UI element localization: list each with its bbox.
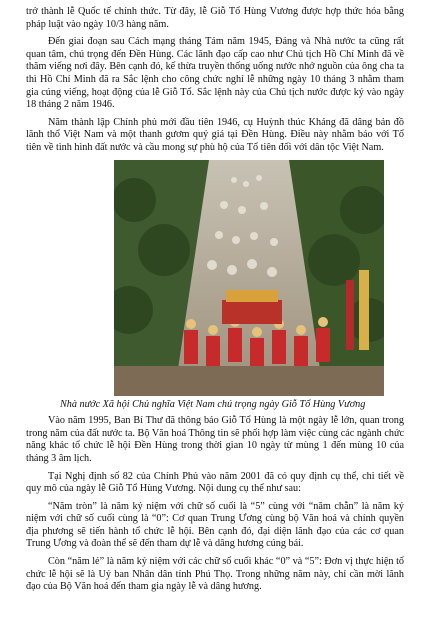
paragraph-2: Đến giai đoạn sau Cách mạng tháng Tám năm 1945, Đảng và Nhà nước ta cũng rất quan tâm, chú trọng đến Đền Hùng. Các lãnh đạo cấp cao như Chủ tịch Hồ Chí Minh đã về thăm viếng nơi đây. Bên cạnh đó, kế thừa truyền thống uống nước nhớ nguồn của ông cha ta thì Hồ Chí Minh đã ra Sắc lệnh cho công chức nghỉ lễ những ngày 10 tháng 3 nhằm tham gia cúng viếng, hoạt động của lễ Giỗ Tổ. Sắc lệnh này của Chủ tịch nước được ký vào ngày 18 tháng 2 năm 1946. bbox=[26, 36, 404, 111]
festival-photo bbox=[114, 160, 384, 396]
figure-caption: Nhà nước Xã hội Chủ nghĩa Việt Nam chú trọng ngày Giỗ Tổ Hùng Vương bbox=[60, 398, 366, 410]
paragraph-1: trở thành lễ Quốc tế chính thức. Từ đây, lễ Giỗ Tổ Hùng Vương được hợp thức hóa bằng pháp luật vào ngày 10/3 hàng năm. bbox=[26, 6, 404, 30]
paragraph-3: Năm thành lập Chính phủ mới đầu tiên 1946, cụ Huỳnh thúc Kháng đã dâng bản đồ lãnh thổ Việt Nam và một thanh gươm quý giá tại Đền Hùng. Điều này nhằm báo với Tổ tiên về tình hình đất nước và cầu mong sự phù hộ của Tổ tiên đối với dân tộc Việt Nam. bbox=[26, 116, 404, 153]
procession-image bbox=[114, 160, 384, 396]
paragraph-4: Vào năm 1995, Ban Bí Thư đã thông báo Giỗ Tổ Hùng là một ngày lễ lớn, quan trong trong năm của đất nước ta. Bộ Văn hoá Thông tin sẽ phối hợp làm việc cùng các ngành chức năng khác tổ chức lễ hội Đền Hùng trong thời gian 10 ngày từ mùng 1 đến mùng 10 của tháng 3 âm lịch. bbox=[26, 415, 404, 464]
paragraph-7: Còn “năm lẻ” là năm kỷ niệm với các chữ số cuối khác “0” và “5”: Đơn vị thực hiện tổ chức lễ hội sẽ là Uỷ ban Nhân dân tỉnh Phú Thọ. Trong những năm này, chỉ cần mời lãnh đạo của Bộ Văn hoá đến tham gia ngày lễ và dâng hương. bbox=[26, 556, 404, 593]
paragraph-5: Tại Nghị định số 82 của Chính Phủ vào năm 2001 đã có quy định cụ thể, chi tiết về quy mô của ngày lễ Giỗ Tổ Hùng Vương. Nội dung cụ thể như sau: bbox=[26, 470, 404, 495]
paragraph-6: “Năm tròn” là năm kỷ niệm với chữ số cuối là “5” cùng với “năm chẵn” là năm kỷ niệm với chữ số cuối cùng là “0”: Cơ quan Trung Ương cùng bộ Văn hoá và chính quyền địa phương sẽ tiến hành tổ chức lễ hội. Bên cạnh đó, đại diện lãnh đạo của các cơ quan Trung Ương và đoàn thể sẽ đến tham dự lễ và dâng hương cúng bái. bbox=[26, 500, 404, 550]
